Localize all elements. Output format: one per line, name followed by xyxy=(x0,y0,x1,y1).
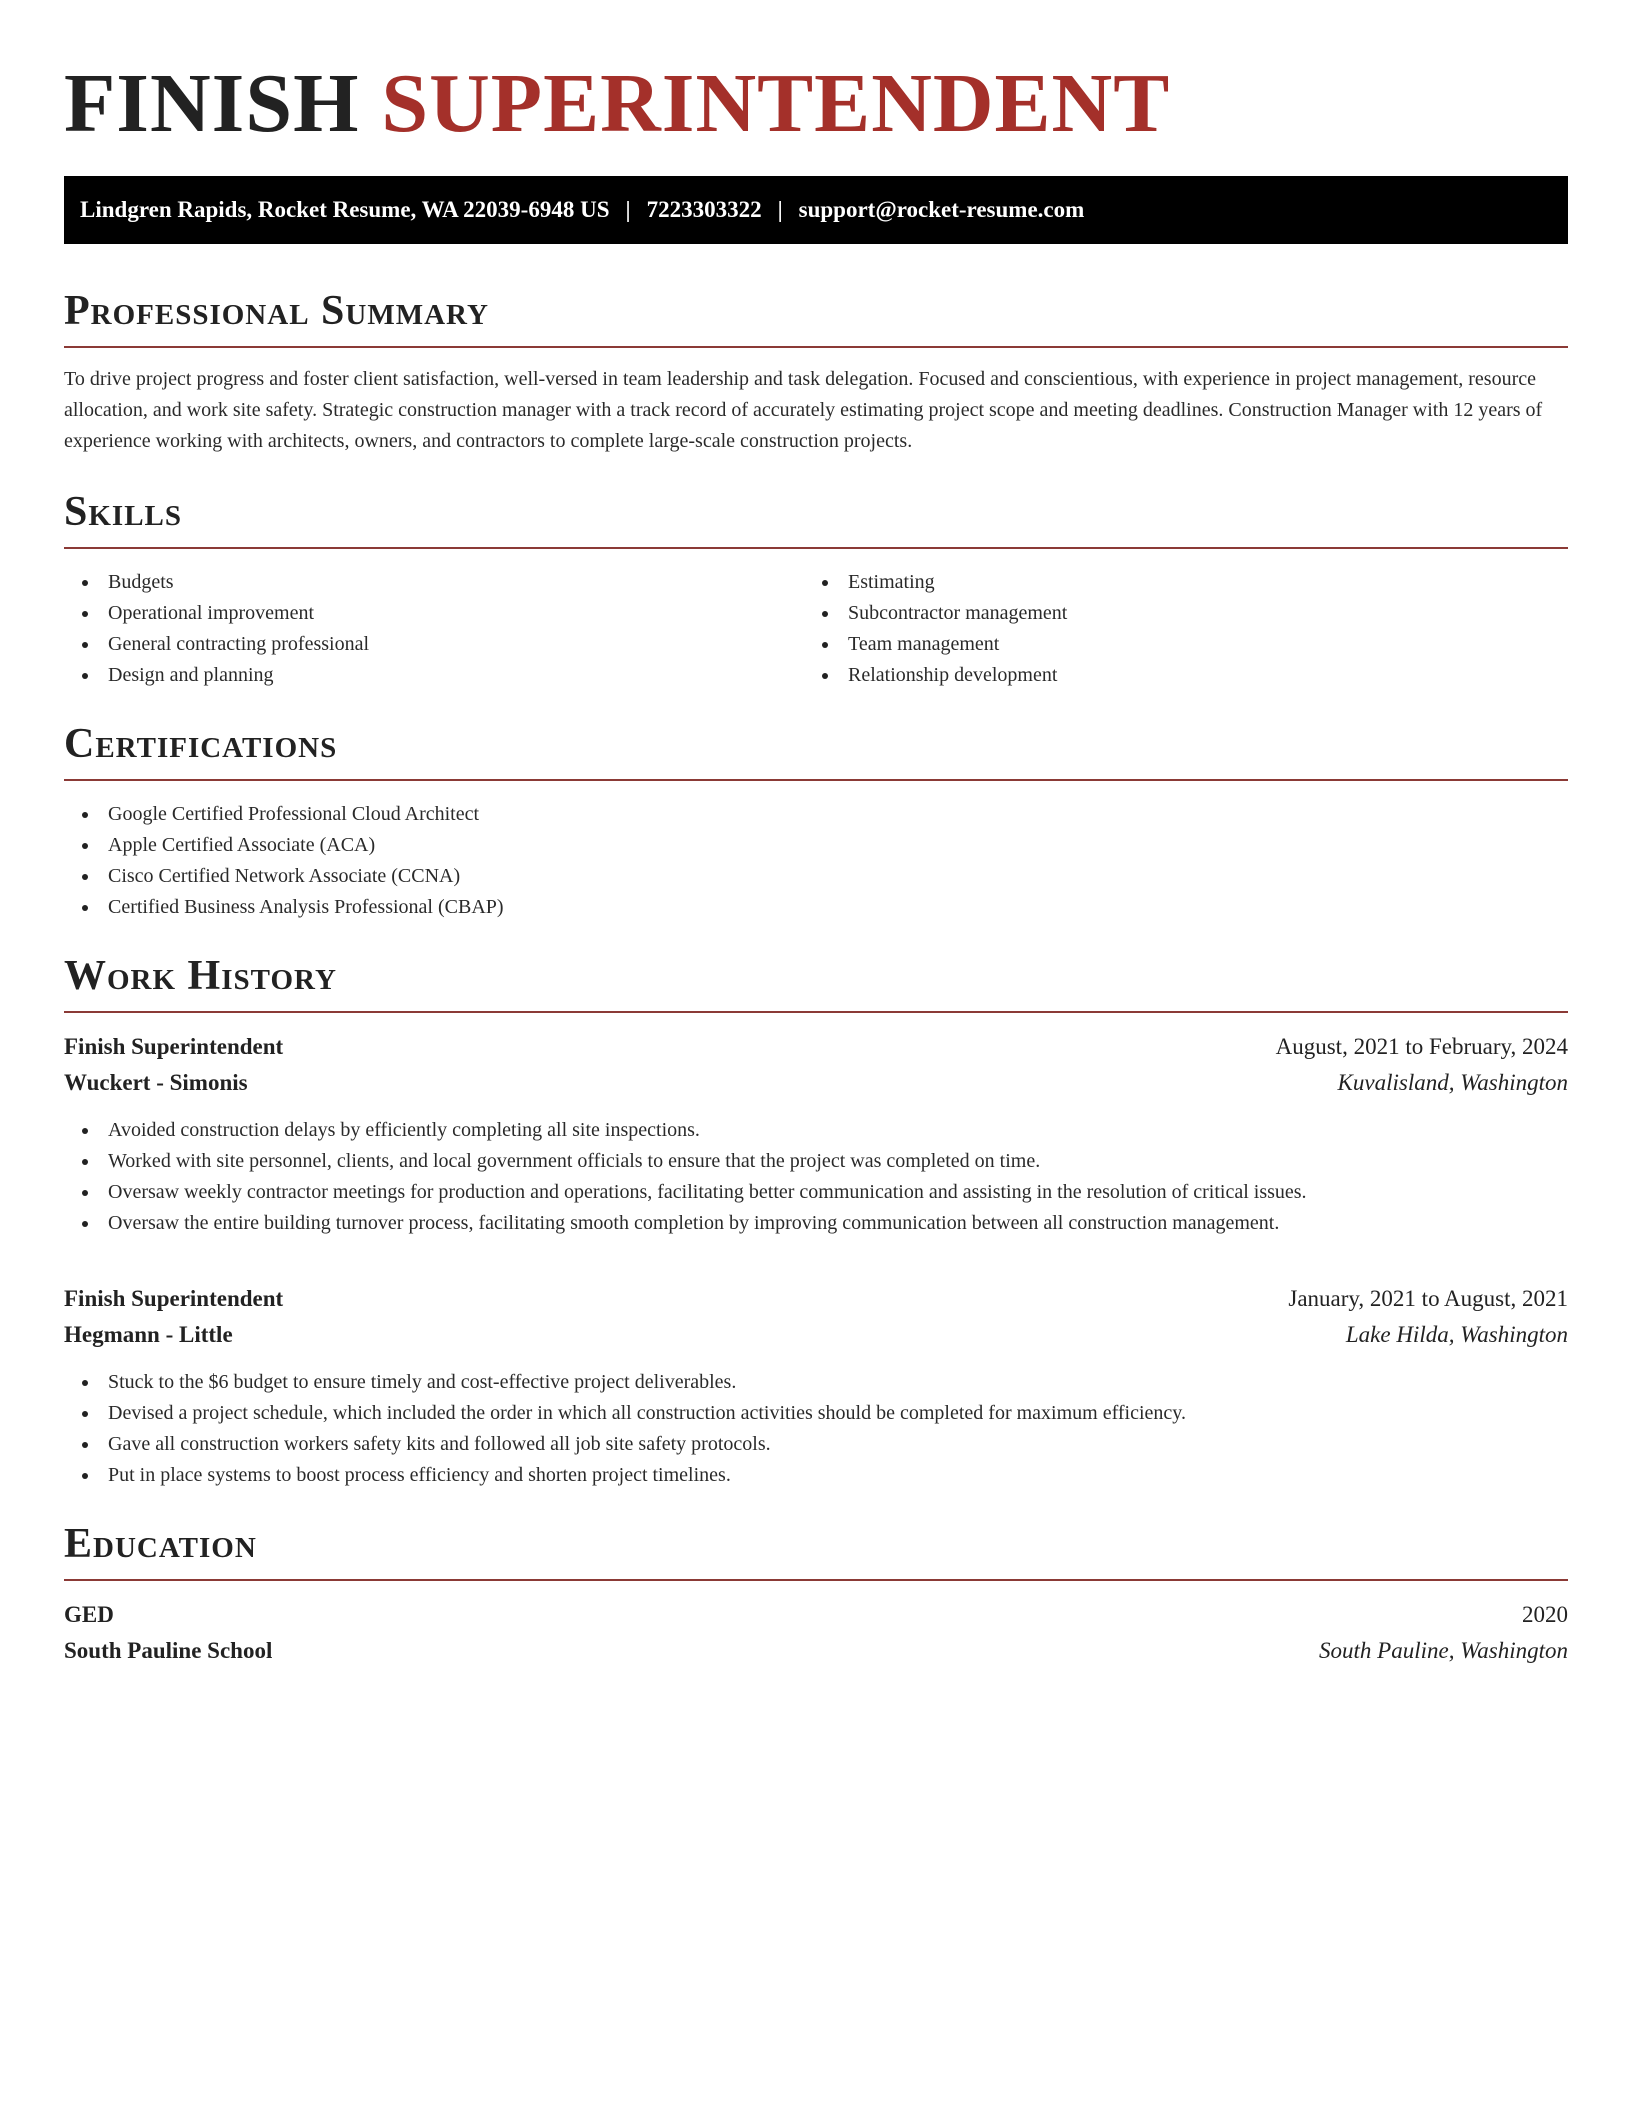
job-location: Kuvalisland, Washington xyxy=(1337,1070,1568,1095)
contact-phone: 7223303322 xyxy=(646,197,762,222)
education-section xyxy=(64,1519,1568,1669)
skill-item: Relationship development xyxy=(804,660,1544,691)
job-dates: January, 2021 to August, 2021 xyxy=(1288,1286,1568,1311)
skills-section xyxy=(64,487,1568,691)
work-history-section xyxy=(64,951,1568,1491)
skills-list-right xyxy=(804,567,1544,691)
contact-email: support@rocket-resume.com xyxy=(798,197,1085,222)
certifications-heading: Certifications xyxy=(64,719,1568,781)
summary-text: To drive project progress and foster client satisfaction, well-versed in team leadership and task delegation. Focused and conscientious, with experience in project management, resource allocation, and work site safety. Strategic construction manager with a track record of accurately estimating project scope and meeting deadlines. Construction Manager with 12 years of experience working with architects, owners, and contractors to complete large-scale construction projects. xyxy=(64,368,1543,452)
skills-list-left xyxy=(64,567,804,691)
education-entry xyxy=(64,1597,1568,1669)
job-bullets xyxy=(64,1115,1568,1239)
job-location: Lake Hilda, Washington xyxy=(1345,1322,1568,1347)
education-location: South Pauline, Washington xyxy=(1319,1638,1568,1663)
job-entry xyxy=(64,1029,1568,1239)
job-company: Hegmann - Little xyxy=(64,1322,233,1347)
skill-item: General contracting professional xyxy=(64,629,804,660)
contact-bar xyxy=(64,176,1568,244)
job-bullets xyxy=(64,1367,1568,1491)
resume-title xyxy=(64,58,1568,150)
skill-item: Team management xyxy=(804,629,1544,660)
summary-section xyxy=(64,286,1568,457)
job-company: Wuckert - Simonis xyxy=(64,1070,248,1095)
job-bullet: Stuck to the $6 budget to ensure timely and cost-effective project deliverables. xyxy=(64,1367,1568,1398)
job-bullet: Oversaw weekly contractor meetings for production and operations, facilitating better communication and assisting in the resolution of critical issues. xyxy=(64,1177,1568,1208)
job-title: Finish Superintendent xyxy=(64,1286,284,1311)
job-title-row xyxy=(64,1029,1568,1065)
contact-separator: | xyxy=(625,197,631,222)
education-year: 2020 xyxy=(1522,1602,1568,1627)
certification-item: Cisco Certified Network Associate (CCNA) xyxy=(64,861,1568,892)
job-bullet: Gave all construction workers safety kits and followed all job site safety protocols. xyxy=(64,1429,1568,1460)
education-degree: GED xyxy=(64,1602,114,1627)
skill-item: Budgets xyxy=(64,567,804,598)
skill-item: Subcontractor management xyxy=(804,598,1544,629)
education-degree-row xyxy=(64,1597,1568,1633)
education-heading: Education xyxy=(64,1519,1568,1581)
skill-item: Operational improvement xyxy=(64,598,804,629)
skills-heading: Skills xyxy=(64,487,1568,549)
job-bullet: Worked with site personnel, clients, and local government officials to ensure that the project was completed on time. xyxy=(64,1146,1568,1177)
title-last-word: SUPERINTENDENT xyxy=(381,57,1171,150)
job-bullet: Oversaw the entire building turnover process, facilitating smooth completion by improving communication between all construction management. xyxy=(64,1208,1568,1239)
job-title-row xyxy=(64,1281,1568,1317)
job-bullet: Put in place systems to boost process efficiency and shorten project timelines. xyxy=(64,1460,1568,1491)
job-title: Finish Superintendent xyxy=(64,1034,284,1059)
title-first-word: FINISH xyxy=(64,57,360,150)
certifications-section xyxy=(64,719,1568,923)
contact-separator: | xyxy=(777,197,783,222)
certification-item: Apple Certified Associate (ACA) xyxy=(64,830,1568,861)
skill-item: Design and planning xyxy=(64,660,804,691)
resume-page xyxy=(64,58,1568,1669)
skills-grid xyxy=(64,549,1568,691)
certification-item: Certified Business Analysis Professional (CBAP) xyxy=(64,892,1568,923)
job-company-row xyxy=(64,1065,1568,1101)
job-entry xyxy=(64,1281,1568,1491)
job-bullet: Avoided construction delays by efficiently completing all site inspections. xyxy=(64,1115,1568,1146)
contact-address: Lindgren Rapids, Rocket Resume, WA 22039-6948 US xyxy=(80,197,610,222)
education-school-row xyxy=(64,1633,1568,1669)
job-bullet: Devised a project schedule, which included the order in which all construction activities should be completed for maximum efficiency. xyxy=(64,1398,1568,1429)
job-dates: August, 2021 to February, 2024 xyxy=(1275,1034,1568,1059)
education-school: South Pauline School xyxy=(64,1638,273,1663)
certification-item: Google Certified Professional Cloud Architect xyxy=(64,799,1568,830)
work-history-heading: Work History xyxy=(64,951,1568,1013)
skill-item: Estimating xyxy=(804,567,1544,598)
summary-heading: Professional Summary xyxy=(64,286,1568,348)
certifications-list xyxy=(64,799,1568,923)
job-company-row xyxy=(64,1317,1568,1353)
